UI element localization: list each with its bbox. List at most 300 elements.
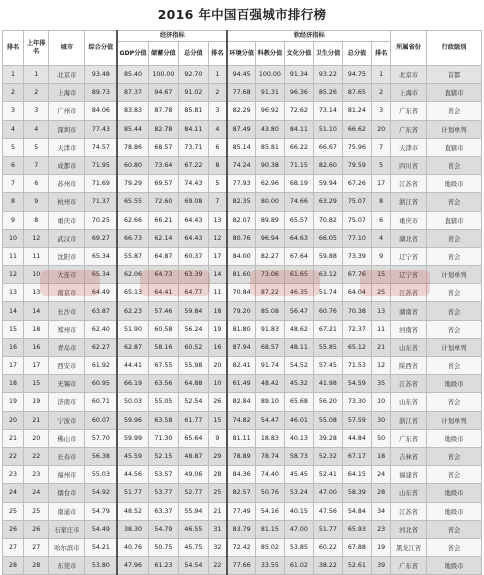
cell-gdp: 83.83 xyxy=(117,102,148,120)
header-soft-rank: 排名 xyxy=(372,42,391,66)
cell-tech: 89.89 xyxy=(256,211,284,229)
cell-soft-total: 73.30 xyxy=(342,393,372,411)
cell-admin: 直辖市 xyxy=(427,138,482,156)
cell-soft-total: 58.39 xyxy=(342,484,372,502)
table-row xyxy=(3,338,482,356)
cell-rank: 23 xyxy=(3,466,24,484)
cell-culture: 40.13 xyxy=(284,429,314,447)
table-row xyxy=(3,102,482,120)
cell-gdp: 51.77 xyxy=(117,484,148,502)
cell-admin: 省会 xyxy=(427,193,482,211)
cell-health: 63.12 xyxy=(314,266,342,284)
cell-tech: 54.16 xyxy=(256,502,284,520)
cell-soft-total: 75.96 xyxy=(342,138,372,156)
cell-reserve: 72.60 xyxy=(148,193,179,211)
cell-last-rank: 16 xyxy=(24,338,49,356)
cell-econ-total: 64.77 xyxy=(179,284,209,302)
cell-score: 69.27 xyxy=(85,229,118,247)
cell-econ-rank: 1 xyxy=(208,66,227,84)
cell-province: 山东省 xyxy=(391,393,427,411)
cell-admin: 省会 xyxy=(427,447,482,465)
cell-econ-rank: 5 xyxy=(208,175,227,193)
cell-last-rank: 23 xyxy=(24,466,49,484)
cell-env: 82.41 xyxy=(227,357,255,375)
cell-soft-total: 94.75 xyxy=(342,66,372,84)
cell-health: 63.29 xyxy=(314,193,342,211)
cell-tech: 85.08 xyxy=(256,302,284,320)
cell-econ-total: 59.84 xyxy=(179,302,209,320)
cell-econ-total: 84.11 xyxy=(179,120,209,138)
cell-econ-total: 91.02 xyxy=(179,84,209,102)
cell-last-rank: 7 xyxy=(24,156,49,174)
cell-rank: 5 xyxy=(3,138,24,156)
cell-gdp: 48.52 xyxy=(117,502,148,520)
cell-score: 54.79 xyxy=(85,502,118,520)
cell-health: 55.08 xyxy=(314,411,342,429)
cell-econ-rank: 14 xyxy=(208,266,227,284)
cell-province: 河北省 xyxy=(391,520,427,538)
table-row xyxy=(3,284,482,302)
cell-econ-total: 64.43 xyxy=(179,211,209,229)
cell-soft-rank: 39 xyxy=(372,557,391,575)
cell-reserve: 55.05 xyxy=(148,393,179,411)
header-econ-rank: 排名 xyxy=(208,42,227,66)
cell-gdp: 65.55 xyxy=(117,193,148,211)
cell-culture: 40.15 xyxy=(284,502,314,520)
cell-rank: 11 xyxy=(3,247,24,265)
cell-soft-total: 73.39 xyxy=(342,247,372,265)
cell-soft-rank: 9 xyxy=(372,247,391,265)
cell-score: 70.25 xyxy=(85,211,118,229)
cell-province: 河南省 xyxy=(391,320,427,338)
cell-tech: 80.00 xyxy=(256,193,284,211)
cell-last-rank: 13 xyxy=(24,284,49,302)
cell-score: 89.73 xyxy=(85,84,118,102)
cell-score: 84.06 xyxy=(85,102,118,120)
cell-env: 72.42 xyxy=(227,538,255,556)
cell-env: 94.45 xyxy=(227,66,255,84)
cell-culture: 48.11 xyxy=(284,338,314,356)
cell-econ-total: 49.06 xyxy=(179,466,209,484)
cell-rank: 14 xyxy=(3,302,24,320)
table-row xyxy=(3,538,482,556)
cell-econ-total: 45.75 xyxy=(179,538,209,556)
cell-reserve: 62.14 xyxy=(148,229,179,247)
cell-province: 江苏省 xyxy=(391,375,427,393)
cell-reserve: 69.57 xyxy=(148,175,179,193)
cell-tech: 85.02 xyxy=(256,538,284,556)
cell-province: 重庆市 xyxy=(391,211,427,229)
cell-econ-rank: 9 xyxy=(208,429,227,447)
header-env: 环境分值 xyxy=(227,42,255,66)
cell-soft-total: 66.62 xyxy=(342,120,372,138)
cell-reserve: 50.75 xyxy=(148,538,179,556)
cell-tech: 82.27 xyxy=(256,247,284,265)
cell-soft-rank: 23 xyxy=(372,520,391,538)
cell-score: 71.69 xyxy=(85,175,118,193)
cell-admin: 地级市 xyxy=(427,175,482,193)
cell-rank: 9 xyxy=(3,211,24,229)
cell-econ-rank: 7 xyxy=(208,193,227,211)
cell-score: 60.07 xyxy=(85,411,118,429)
cell-admin: 计划单列 xyxy=(427,411,482,429)
cell-province: 江苏省 xyxy=(391,284,427,302)
cell-culture: 71.15 xyxy=(284,156,314,174)
cell-culture: 91.34 xyxy=(284,66,314,84)
cell-soft-total: 64.15 xyxy=(342,466,372,484)
cell-soft-rank: 20 xyxy=(372,120,391,138)
cell-econ-rank: 22 xyxy=(208,557,227,575)
cell-env: 77.68 xyxy=(227,84,255,102)
cell-tech: 33.55 xyxy=(256,557,284,575)
ranking-table xyxy=(2,30,482,575)
cell-econ-total: 74.43 xyxy=(179,175,209,193)
cell-env: 84.36 xyxy=(227,466,255,484)
cell-rank: 20 xyxy=(3,411,24,429)
cell-admin: 省会 xyxy=(427,320,482,338)
cell-admin: 计划单列 xyxy=(427,338,482,356)
cell-gdp: 38.30 xyxy=(117,520,148,538)
cell-gdp: 62.23 xyxy=(117,302,148,320)
cell-city: 佛山市 xyxy=(49,429,85,447)
table-row xyxy=(3,120,482,138)
cell-econ-rank: 21 xyxy=(208,502,227,520)
cell-health: 47.00 xyxy=(314,484,342,502)
cell-econ-total: 92.70 xyxy=(179,66,209,84)
cell-last-rank: 22 xyxy=(24,447,49,465)
cell-city: 济南市 xyxy=(49,393,85,411)
table-row xyxy=(3,156,482,174)
cell-env: 74.82 xyxy=(227,411,255,429)
cell-env: 87.49 xyxy=(227,120,255,138)
cell-env: 61.49 xyxy=(227,375,255,393)
cell-env: 81.11 xyxy=(227,429,255,447)
cell-last-rank: 4 xyxy=(24,120,49,138)
cell-city: 无锡市 xyxy=(49,375,85,393)
header-group-economic: 经济指标 xyxy=(117,31,227,42)
cell-gdp: 66.19 xyxy=(117,375,148,393)
cell-score: 63.87 xyxy=(85,302,118,320)
cell-score: 62.27 xyxy=(85,338,118,356)
cell-score: 77.43 xyxy=(85,120,118,138)
cell-soft-rank: 13 xyxy=(372,302,391,320)
cell-health: 59.94 xyxy=(314,175,342,193)
table-row xyxy=(3,302,482,320)
cell-gdp: 62.87 xyxy=(117,338,148,356)
cell-econ-total: 56.24 xyxy=(179,320,209,338)
header-soft-total: 总分值 xyxy=(342,42,372,66)
cell-culture: 65.57 xyxy=(284,211,314,229)
cell-env: 74.24 xyxy=(227,156,255,174)
cell-health: 55.85 xyxy=(314,338,342,356)
cell-env: 77.49 xyxy=(227,502,255,520)
cell-score: 62.40 xyxy=(85,320,118,338)
cell-health: 38.22 xyxy=(314,557,342,575)
cell-reserve: 63.56 xyxy=(148,375,179,393)
table-row xyxy=(3,211,482,229)
cell-admin: 计划单列 xyxy=(427,120,482,138)
cell-env: 87.94 xyxy=(227,338,255,356)
cell-score: 60.95 xyxy=(85,375,118,393)
cell-econ-rank: 18 xyxy=(208,302,227,320)
cell-reserve: 64.41 xyxy=(148,284,179,302)
cell-culture: 67.64 xyxy=(284,247,314,265)
cell-health: 52.41 xyxy=(314,466,342,484)
cell-city: 南通市 xyxy=(49,502,85,520)
cell-tech: 73.06 xyxy=(256,266,284,284)
cell-gdp: 44.56 xyxy=(117,466,148,484)
cell-econ-total: 63.39 xyxy=(179,266,209,284)
cell-province: 黑龙江省 xyxy=(391,538,427,556)
cell-gdp: 51.90 xyxy=(117,320,148,338)
cell-last-rank: 24 xyxy=(24,484,49,502)
header-admin: 行政级别 xyxy=(427,31,482,66)
cell-econ-total: 48.87 xyxy=(179,447,209,465)
cell-admin: 省会 xyxy=(427,357,482,375)
cell-culture: 45.45 xyxy=(284,466,314,484)
table-row xyxy=(3,502,482,520)
cell-culture: 47.00 xyxy=(284,520,314,538)
cell-health: 93.22 xyxy=(314,66,342,84)
cell-last-rank: 1 xyxy=(24,66,49,84)
cell-score: 71.95 xyxy=(85,156,118,174)
cell-culture: 53.24 xyxy=(284,484,314,502)
table-row xyxy=(3,357,482,375)
table-row xyxy=(3,484,482,502)
table-row xyxy=(3,557,482,575)
cell-tech: 62.96 xyxy=(256,175,284,193)
table-body xyxy=(3,66,482,575)
cell-city: 烟台市 xyxy=(49,484,85,502)
cell-city: 天津市 xyxy=(49,138,85,156)
cell-gdp: 44.41 xyxy=(117,357,148,375)
cell-econ-rank: 32 xyxy=(208,538,227,556)
cell-soft-total: 54.59 xyxy=(342,375,372,393)
cell-rank: 22 xyxy=(3,447,24,465)
cell-tech: 91.83 xyxy=(256,320,284,338)
cell-city: 长沙市 xyxy=(49,302,85,320)
cell-env: 82.57 xyxy=(227,484,255,502)
cell-soft-total: 57.59 xyxy=(342,411,372,429)
cell-tech: 91.74 xyxy=(256,357,284,375)
cell-rank: 25 xyxy=(3,502,24,520)
cell-reserve: 68.57 xyxy=(148,138,179,156)
table-row xyxy=(3,466,482,484)
cell-soft-rank: 8 xyxy=(372,193,391,211)
cell-econ-rank: 31 xyxy=(208,520,227,538)
cell-health: 66.05 xyxy=(314,229,342,247)
header-rank: 排名 xyxy=(3,31,24,66)
cell-admin: 地级市 xyxy=(427,375,482,393)
cell-culture: 96.36 xyxy=(284,84,314,102)
cell-province: 江苏省 xyxy=(391,502,427,520)
cell-env: 70.84 xyxy=(227,284,255,302)
cell-env: 84.00 xyxy=(227,247,255,265)
cell-last-rank: 12 xyxy=(24,229,49,247)
cell-health: 82.60 xyxy=(314,156,342,174)
cell-econ-rank: 12 xyxy=(208,229,227,247)
cell-reserve: 73.64 xyxy=(148,156,179,174)
cell-gdp: 40.76 xyxy=(117,538,148,556)
cell-admin: 省会 xyxy=(427,466,482,484)
cell-last-rank: 5 xyxy=(24,138,49,156)
cell-rank: 3 xyxy=(3,102,24,120)
cell-province: 江苏省 xyxy=(391,175,427,193)
cell-last-rank: 18 xyxy=(24,320,49,338)
cell-rank: 24 xyxy=(3,484,24,502)
cell-econ-total: 52.54 xyxy=(179,393,209,411)
cell-soft-rank: 4 xyxy=(372,229,391,247)
cell-admin: 省会 xyxy=(427,156,482,174)
cell-tech: 85.81 xyxy=(256,138,284,156)
cell-last-rank: 3 xyxy=(24,102,49,120)
table-row xyxy=(3,447,482,465)
cell-health: 85.26 xyxy=(314,84,342,102)
cell-soft-rank: 5 xyxy=(372,156,391,174)
cell-tech: 74.40 xyxy=(256,466,284,484)
cell-env: 82.29 xyxy=(227,102,255,120)
cell-rank: 8 xyxy=(3,193,24,211)
cell-reserve: 94.67 xyxy=(148,84,179,102)
cell-rank: 27 xyxy=(3,538,24,556)
cell-reserve: 63.58 xyxy=(148,411,179,429)
cell-last-rank: 17 xyxy=(24,357,49,375)
cell-last-rank: 14 xyxy=(24,302,49,320)
cell-score: 53.80 xyxy=(85,557,118,575)
cell-last-rank: 28 xyxy=(24,557,49,575)
cell-score: 65.34 xyxy=(85,247,118,265)
cell-city: 武汉市 xyxy=(49,229,85,247)
cell-econ-rank: 10 xyxy=(208,375,227,393)
cell-rank: 12 xyxy=(3,266,24,284)
cell-admin: 计划单列 xyxy=(427,266,482,284)
cell-province: 福建省 xyxy=(391,466,427,484)
cell-rank: 15 xyxy=(3,320,24,338)
cell-soft-rank: 34 xyxy=(372,502,391,520)
cell-score: 65.34 xyxy=(85,266,118,284)
cell-soft-total: 75.07 xyxy=(342,211,372,229)
cell-health: 39.28 xyxy=(314,429,342,447)
cell-admin: 地级市 xyxy=(427,484,482,502)
cell-soft-rank: 28 xyxy=(372,484,391,502)
cell-score: 93.48 xyxy=(85,66,118,84)
cell-score: 64.49 xyxy=(85,284,118,302)
cell-province: 湖南省 xyxy=(391,302,427,320)
cell-env: 78.89 xyxy=(227,447,255,465)
cell-province: 广东省 xyxy=(391,102,427,120)
cell-econ-rank: 15 xyxy=(208,411,227,429)
cell-tech: 89.10 xyxy=(256,393,284,411)
cell-rank: 2 xyxy=(3,84,24,102)
cell-admin: 省会 xyxy=(427,247,482,265)
cell-reserve: 64.87 xyxy=(148,247,179,265)
cell-last-rank: 6 xyxy=(24,175,49,193)
cell-rank: 10 xyxy=(3,229,24,247)
cell-gdp: 66.73 xyxy=(117,229,148,247)
cell-soft-rank: 1 xyxy=(372,66,391,84)
cell-soft-rank: 2 xyxy=(372,84,391,102)
cell-last-rank: 27 xyxy=(24,538,49,556)
cell-rank: 1 xyxy=(3,66,24,84)
cell-rank: 18 xyxy=(3,375,24,393)
cell-province: 北京市 xyxy=(391,66,427,84)
cell-soft-total: 81.24 xyxy=(342,102,372,120)
cell-soft-rank: 7 xyxy=(372,138,391,156)
cell-admin: 省会 xyxy=(427,520,482,538)
cell-reserve: 66.21 xyxy=(148,211,179,229)
cell-soft-rank: 30 xyxy=(372,411,391,429)
header-province: 所属省份 xyxy=(391,31,427,66)
cell-province: 上海市 xyxy=(391,84,427,102)
cell-health: 57.45 xyxy=(314,357,342,375)
cell-culture: 72.62 xyxy=(284,102,314,120)
cell-province: 四川省 xyxy=(391,156,427,174)
cell-score: 61.92 xyxy=(85,357,118,375)
cell-env: 85.14 xyxy=(227,138,255,156)
cell-env: 82.07 xyxy=(227,211,255,229)
header-health: 卫生分值 xyxy=(314,42,342,66)
cell-culture: 68.19 xyxy=(284,175,314,193)
cell-city: 杭州市 xyxy=(49,193,85,211)
cell-soft-total: 71.53 xyxy=(342,357,372,375)
cell-health: 60.22 xyxy=(314,538,342,556)
cell-econ-total: 46.55 xyxy=(179,520,209,538)
cell-soft-total: 72.37 xyxy=(342,320,372,338)
cell-city: 东莞市 xyxy=(49,557,85,575)
cell-soft-rank: 12 xyxy=(372,357,391,375)
cell-score: 54.21 xyxy=(85,538,118,556)
cell-soft-total: 65.12 xyxy=(342,338,372,356)
cell-tech: 81.15 xyxy=(256,520,284,538)
cell-culture: 54.52 xyxy=(284,357,314,375)
cell-health: 70.82 xyxy=(314,211,342,229)
cell-last-rank: 20 xyxy=(24,429,49,447)
cell-soft-total: 67.26 xyxy=(342,175,372,193)
cell-tech: 18.83 xyxy=(256,429,284,447)
cell-econ-rank: 20 xyxy=(208,357,227,375)
cell-soft-total: 87.65 xyxy=(342,84,372,102)
cell-tech: 87.22 xyxy=(256,284,284,302)
cell-admin: 直辖市 xyxy=(427,211,482,229)
cell-gdp: 47.96 xyxy=(117,557,148,575)
cell-score: 60.71 xyxy=(85,393,118,411)
cell-culture: 53.85 xyxy=(284,538,314,556)
cell-admin: 省会 xyxy=(427,229,482,247)
cell-soft-rank: 18 xyxy=(372,447,391,465)
cell-soft-total: 65.93 xyxy=(342,520,372,538)
cell-last-rank: 19 xyxy=(24,393,49,411)
cell-tech: 78.74 xyxy=(256,447,284,465)
header-last-rank: 上年排名 xyxy=(24,31,49,66)
cell-tech: 100.00 xyxy=(256,66,284,84)
cell-gdp: 78.86 xyxy=(117,138,148,156)
cell-econ-total: 55.94 xyxy=(179,502,209,520)
cell-province: 广东省 xyxy=(391,557,427,575)
cell-admin: 省会 xyxy=(427,302,482,320)
cell-culture: 61.65 xyxy=(284,266,314,284)
cell-soft-rank: 24 xyxy=(372,466,391,484)
page-title: 2016 年中国百强城市排行榜 xyxy=(157,7,327,22)
cell-health: 56.20 xyxy=(314,393,342,411)
cell-gdp: 45.59 xyxy=(117,447,148,465)
cell-score: 54.49 xyxy=(85,520,118,538)
cell-reserve: 67.55 xyxy=(148,357,179,375)
cell-city: 沈阳市 xyxy=(49,247,85,265)
cell-econ-rank: 26 xyxy=(208,393,227,411)
cell-econ-rank: 11 xyxy=(208,284,227,302)
cell-econ-total: 73.71 xyxy=(179,138,209,156)
cell-reserve: 58.16 xyxy=(148,338,179,356)
